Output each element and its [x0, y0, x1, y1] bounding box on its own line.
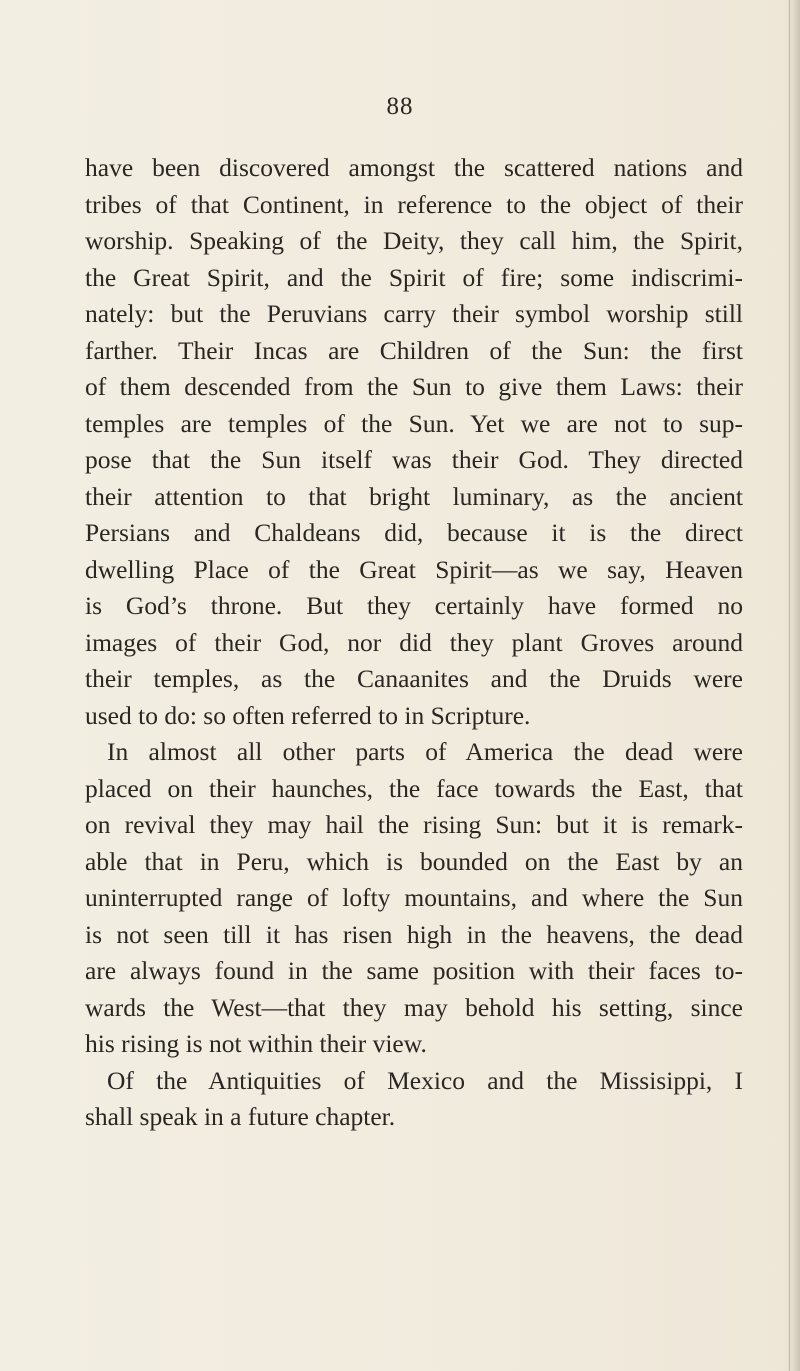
text-line: able that in Peru, which is bounded on the East by an — [85, 846, 743, 876]
text-line: pose that the Sun itself was their God. They directed — [85, 445, 743, 474]
text-line: Persians and Chaldeans did, because it is the direct — [85, 518, 743, 547]
text-line: have been discovered amongst the scattered nations and — [85, 153, 743, 182]
text-line: of them descended from the Sun to give them Laws: their — [85, 372, 743, 401]
text-line: placed on their haunches, the face towards the East, that — [85, 773, 743, 803]
body-text — [85, 150, 743, 1136]
text-line: nately: but the Peruvians carry their symbol worship still — [85, 299, 743, 328]
text-line: is not seen till it has risen high in the heavens, the dead — [85, 919, 743, 949]
page-edge-line — [789, 0, 790, 1371]
text-line: on revival they may hail the rising Sun: but it is remark- — [85, 810, 743, 839]
text-line: wards the West—that they may behold his setting, since — [85, 992, 743, 1022]
text-line: are always found in the same position with their faces to- — [85, 956, 743, 985]
text-line: worship. Speaking of the Deity, they call him, the Spirit, — [85, 226, 743, 255]
text-line: used to do: so often referred to in Scripture. — [85, 700, 531, 730]
text-line: images of their God, nor did they plant Groves around — [85, 627, 743, 657]
text-line: tribes of that Continent, in reference to the object of their — [85, 189, 743, 219]
page-edge-shadow — [784, 0, 800, 1371]
text-line: shall speak in a future chapter. — [85, 1102, 396, 1131]
text-line: Of the Antiquities of Mexico and the Missisippi, I — [107, 1065, 743, 1095]
page-number: 88 — [386, 93, 414, 120]
text-line: is God’s throne. But they certainly have formed no — [85, 591, 743, 620]
text-line: their temples, as the Canaanites and the Druids were — [85, 664, 743, 693]
text-line: dwelling Place of the Great Spirit—as we say, Heaven — [85, 554, 743, 584]
text-line: temples are temples of the Sun. Yet we are not to sup- — [85, 408, 743, 438]
text-line: In almost all other parts of America the dead were — [107, 737, 743, 766]
text-line: their attention to that bright luminary, as the ancient — [85, 481, 743, 511]
text-line: his rising is not within their view. — [85, 1029, 427, 1058]
text-line: uninterrupted range of lofty mountains, and where the Sun — [85, 883, 743, 912]
text-line: farther. Their Incas are Children of the Sun: the first — [85, 335, 743, 365]
text-line: the Great Spirit, and the Spirit of fire; some indiscrimi- — [85, 262, 743, 292]
